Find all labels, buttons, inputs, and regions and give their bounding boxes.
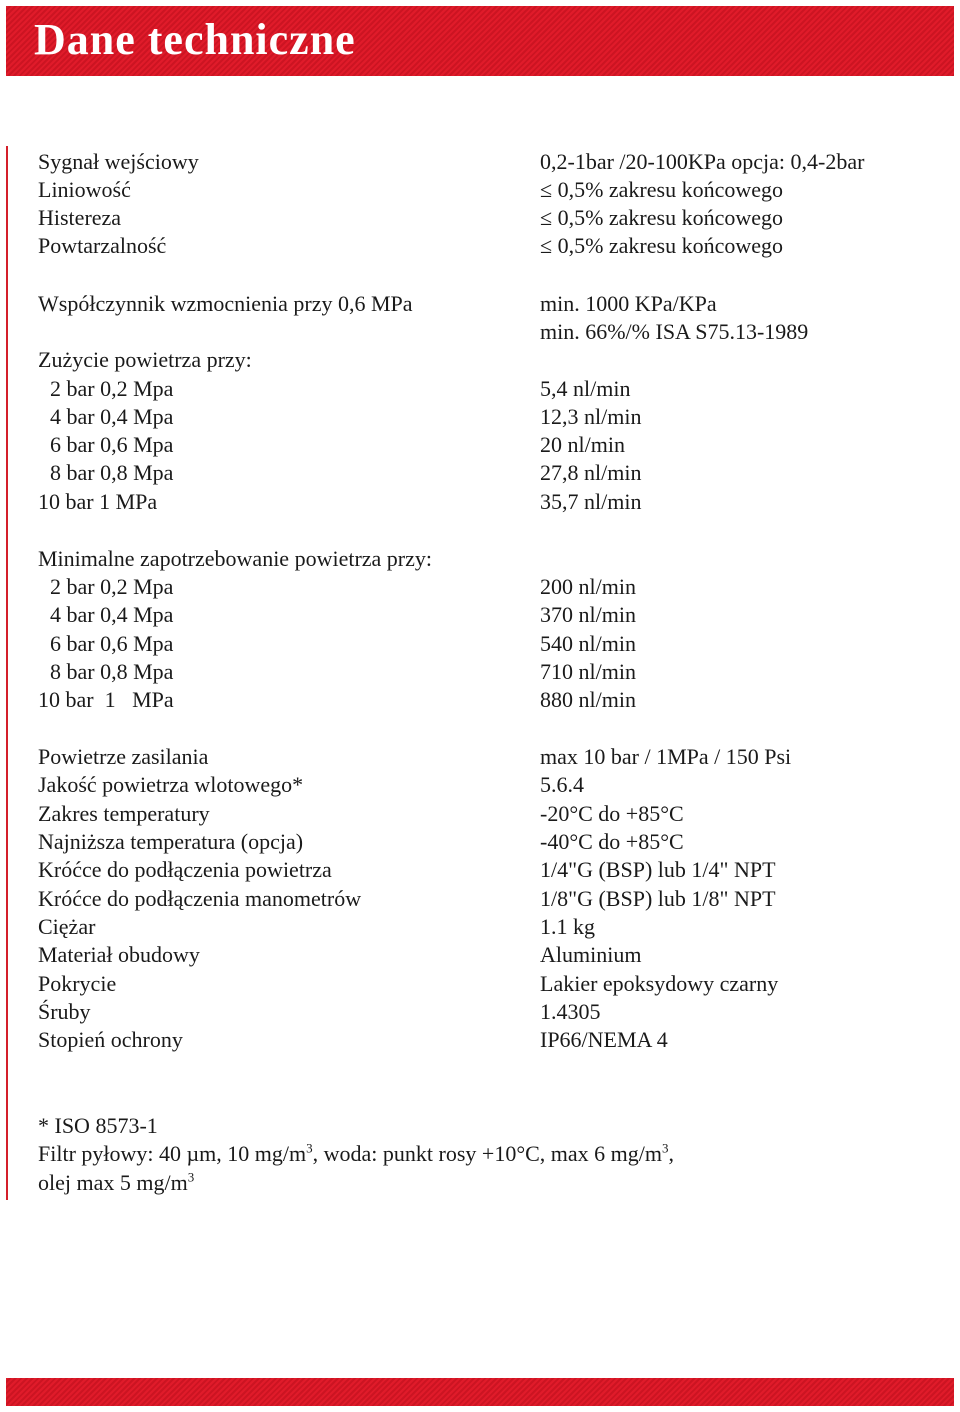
footnote-text: Filtr pyłowy: 40 µm, 10 mg/m <box>38 1141 307 1166</box>
gain-label: Współczynnik wzmocnienia przy 0,6 MPa <box>38 291 413 316</box>
spec-label: Materiał obudowy <box>38 942 200 967</box>
spec-value: -40°C do +85°C <box>540 829 684 854</box>
footnote-standard: * ISO 8573-1 <box>38 1113 158 1138</box>
spec-label: Ciężar <box>38 914 96 939</box>
spec-value: 1.4305 <box>540 999 601 1024</box>
consumption-row <box>0 488 960 516</box>
spec-label: Sygnał wejściowy <box>38 149 199 174</box>
spec-row <box>0 885 960 913</box>
pressure-label: 6 bar 0,6 Mpa <box>50 631 174 656</box>
page-title: Dane techniczne <box>34 15 356 64</box>
footnote-oil <box>38 1169 194 1197</box>
pressure-label: 4 bar 0,4 Mpa <box>50 404 174 429</box>
demand-row <box>0 573 960 601</box>
footer-bar <box>6 1378 954 1406</box>
min-air-demand-heading: Minimalne zapotrzebowanie powietrza przy: <box>38 546 433 571</box>
spec-row <box>0 771 960 799</box>
spec-label: Najniższa temperatura (opcja) <box>38 829 304 854</box>
spec-value: 1/4"G (BSP) lub 1/4" NPT <box>540 857 776 882</box>
gain-row-2 <box>0 318 960 346</box>
spec-label: Liniowość <box>38 177 131 202</box>
footnote-filter <box>38 1140 674 1168</box>
footnote-superscript: 3 <box>662 1140 669 1156</box>
pressure-label: 8 bar 0,8 Mpa <box>50 460 174 485</box>
spec-value: 0,2-1bar /20-100KPa opcja: 0,4-2bar <box>540 149 865 174</box>
pressure-label: 10 bar 1 MPa <box>38 687 174 712</box>
spec-label: Króćce do podłączenia powietrza <box>38 857 332 882</box>
footnote-superscript: 3 <box>187 1169 195 1185</box>
spec-row <box>0 828 960 856</box>
spec-row <box>0 800 960 828</box>
pressure-label: 6 bar 0,6 Mpa <box>50 432 174 457</box>
spec-value: Lakier epoksydowy czarny <box>540 971 779 996</box>
pressure-label: 8 bar 0,8 Mpa <box>50 659 174 684</box>
pressure-label: 2 bar 0,2 Mpa <box>50 574 174 599</box>
footnote-text: , <box>668 1141 674 1166</box>
spec-label: Powietrze zasilania <box>38 744 209 769</box>
spec-value: -20°C do +85°C <box>540 801 684 826</box>
footnote-superscript: 3 <box>306 1140 313 1156</box>
gain-row <box>0 290 960 318</box>
flow-value: 200 nl/min <box>540 574 636 599</box>
section-heading <box>0 545 960 573</box>
demand-row <box>0 601 960 629</box>
flow-value: 35,7 nl/min <box>540 489 642 514</box>
header-bar <box>6 6 954 76</box>
flow-value: 540 nl/min <box>540 631 636 656</box>
flow-value: 12,3 nl/min <box>540 404 642 429</box>
spec-row <box>0 913 960 941</box>
flow-value: 5,4 nl/min <box>540 376 631 401</box>
demand-row <box>0 630 960 658</box>
spec-value: 1/8"G (BSP) lub 1/8" NPT <box>540 886 776 911</box>
spec-value: ≤ 0,5% zakresu końcowego <box>540 205 783 230</box>
consumption-row <box>0 375 960 403</box>
flow-value: 710 nl/min <box>540 659 636 684</box>
pressure-label: 10 bar 1 MPa <box>38 489 158 514</box>
spec-row <box>0 232 960 260</box>
section-heading <box>0 346 960 374</box>
spec-label: Stopień ochrony <box>38 1027 183 1052</box>
flow-value: 370 nl/min <box>540 602 636 627</box>
spec-row <box>0 856 960 884</box>
consumption-row <box>0 403 960 431</box>
spec-value: max 10 bar / 1MPa / 150 Psi <box>540 744 792 769</box>
spec-value: 5.6.4 <box>540 772 584 797</box>
flow-value: 20 nl/min <box>540 432 625 457</box>
spec-label: Króćce do podłączenia manometrów <box>38 886 362 911</box>
demand-row <box>0 686 960 714</box>
spec-label: Jakość powietrza wlotowego* <box>38 772 304 797</box>
spec-value: ≤ 0,5% zakresu końcowego <box>540 177 783 202</box>
gain-value-2: min. 66%/% ISA S75.13-1989 <box>540 319 809 344</box>
spec-label: Powtarzalność <box>38 233 167 258</box>
demand-row <box>0 658 960 686</box>
spec-value: ≤ 0,5% zakresu końcowego <box>540 233 783 258</box>
consumption-row <box>0 431 960 459</box>
flow-value: 27,8 nl/min <box>540 460 642 485</box>
spec-label: Zakres temperatury <box>38 801 210 826</box>
spec-row <box>0 204 960 232</box>
spec-label: Śruby <box>38 999 91 1024</box>
footnote-text: , woda: punkt rosy +10°C, max 6 mg/m <box>312 1141 662 1166</box>
consumption-row <box>0 459 960 487</box>
spec-row <box>0 941 960 969</box>
spec-row <box>0 998 960 1026</box>
pressure-label: 4 bar 0,4 Mpa <box>50 602 174 627</box>
spec-row <box>0 1026 960 1054</box>
spec-label: Histereza <box>38 205 122 230</box>
spec-row <box>0 176 960 204</box>
spec-row <box>0 970 960 998</box>
spec-value: 1.1 kg <box>540 914 595 939</box>
spec-value: IP66/NEMA 4 <box>540 1027 668 1052</box>
spec-label: Pokrycie <box>38 971 117 996</box>
spec-value: Aluminium <box>540 942 642 967</box>
gain-value-1: min. 1000 KPa/KPa <box>540 291 717 316</box>
flow-value: 880 nl/min <box>540 687 636 712</box>
spec-row <box>0 148 960 176</box>
air-consumption-heading: Zużycie powietrza przy: <box>38 347 252 372</box>
spec-row <box>0 743 960 771</box>
pressure-label: 2 bar 0,2 Mpa <box>50 376 174 401</box>
footnote-text: olej max 5 mg/m <box>38 1170 188 1195</box>
